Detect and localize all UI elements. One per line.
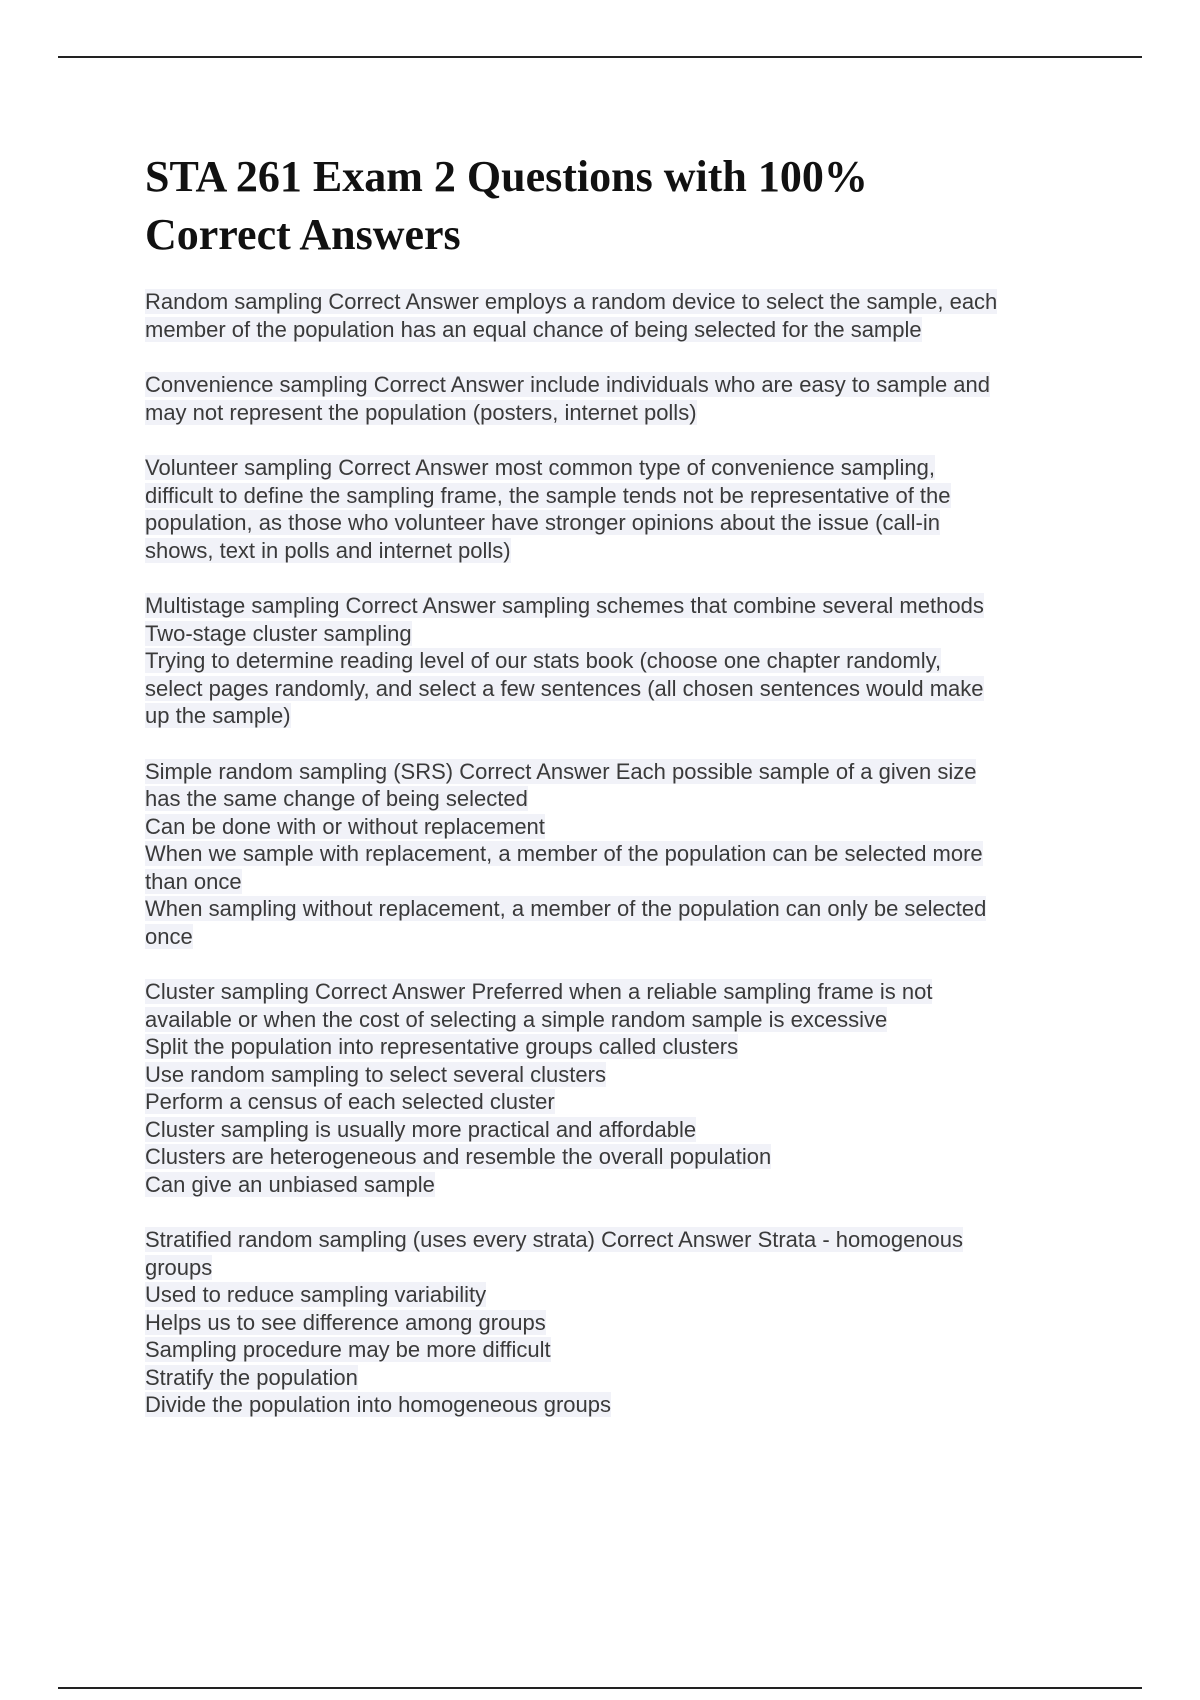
qa-line-text: Clusters are heterogeneous and resemble the overall population <box>145 1144 772 1169</box>
qa-block <box>145 371 1095 426</box>
qa-line-text: select pages randomly, and select a few sentences (all chosen sentences would make <box>145 675 984 701</box>
qa-line <box>145 1061 1095 1089</box>
qa-line <box>145 647 1095 675</box>
qa-line-text: Perform a census of each selected cluster <box>145 1089 555 1114</box>
qa-line-text: Use random sampling to select several clusters <box>145 1061 606 1087</box>
qa-line <box>145 371 1095 399</box>
qa-line <box>145 758 1095 786</box>
qa-line-text: Divide the population into homogeneous groups <box>145 1392 611 1417</box>
qa-line-text: Cluster sampling Correct Answer Preferred when a reliable sampling frame is not <box>145 979 933 1004</box>
qa-line-text: Trying to determine reading level of our stats book (choose one chapter randomly, <box>145 648 942 673</box>
header-rule <box>58 56 1142 58</box>
qa-block <box>145 454 1095 564</box>
qa-line-text: Can be done with or without replacement <box>145 813 545 839</box>
qa-line-text: When sampling without replacement, a member of the population can only be selected <box>145 896 987 921</box>
qa-line-text: groups <box>145 1254 213 1280</box>
qa-block <box>145 978 1095 1198</box>
qa-line-text: up the sample) <box>145 703 291 728</box>
qa-line <box>145 592 1095 620</box>
qa-line <box>145 1088 1095 1116</box>
qa-line-text: may not represent the population (posters, internet polls) <box>145 399 697 425</box>
qa-block <box>145 592 1095 730</box>
qa-line-text: has the same change of being selected <box>145 786 528 811</box>
qa-block <box>145 288 1095 343</box>
qa-line <box>145 537 1095 565</box>
qa-line-text: When we sample with replacement, a member of the population can be selected more <box>145 841 983 866</box>
qa-line-text: Stratify the population <box>145 1364 358 1390</box>
qa-line <box>145 1391 1095 1419</box>
qa-line <box>145 1281 1095 1309</box>
qa-line <box>145 509 1095 537</box>
qa-line <box>145 840 1095 868</box>
qa-block <box>145 758 1095 951</box>
qa-line-text: Convenience sampling Correct Answer include individuals who are easy to sample and <box>145 372 991 397</box>
qa-line <box>145 1033 1095 1061</box>
qa-line-text: Two-stage cluster sampling <box>145 620 412 646</box>
qa-line-text: available or when the cost of selecting a simple random sample is excessive <box>145 1006 888 1032</box>
qa-line-text: shows, text in polls and internet polls) <box>145 537 511 563</box>
footer-rule <box>58 1687 1142 1689</box>
qa-line <box>145 1336 1095 1364</box>
qa-line <box>145 813 1095 841</box>
qa-line-text: than once <box>145 868 242 894</box>
qa-line-text: member of the population has an equal chance of being selected for the sample <box>145 316 922 342</box>
qa-line <box>145 1171 1095 1199</box>
qa-line <box>145 399 1095 427</box>
qa-block <box>145 1226 1095 1419</box>
document-body <box>145 148 1095 1447</box>
qa-line <box>145 1006 1095 1034</box>
qa-line <box>145 978 1095 1006</box>
qa-line-text: Can give an unbiased sample <box>145 1171 435 1197</box>
qa-line-text: population, as those who volunteer have stronger opinions about the issue (call-in <box>145 510 940 535</box>
qa-line <box>145 288 1095 316</box>
qa-line <box>145 454 1095 482</box>
qa-line <box>145 868 1095 896</box>
qa-line-text: Sampling procedure may be more difficult <box>145 1337 551 1362</box>
qa-line <box>145 316 1095 344</box>
qa-line <box>145 1364 1095 1392</box>
qa-line-text: Split the population into representative groups called clusters <box>145 1034 739 1059</box>
qa-line-text: Helps us to see difference among groups <box>145 1309 546 1335</box>
qa-line-text: Random sampling Correct Answer employs a random device to select the sample, each <box>145 289 998 314</box>
document-title <box>145 148 1095 264</box>
title-line-1: STA 261 Exam 2 Questions with 100% <box>145 152 868 201</box>
qa-line-text: Multistage sampling Correct Answer sampling schemes that combine several methods <box>145 593 984 618</box>
qa-line <box>145 1226 1095 1254</box>
qa-line-text: Volunteer sampling Correct Answer most common type of convenience sampling, <box>145 455 935 480</box>
qa-line <box>145 785 1095 813</box>
qa-line <box>145 1309 1095 1337</box>
qa-line-text: once <box>145 923 193 949</box>
title-line-2: Correct Answers <box>145 210 461 259</box>
qa-line <box>145 1116 1095 1144</box>
qa-line <box>145 1254 1095 1282</box>
qa-line-text: Used to reduce sampling variability <box>145 1282 487 1307</box>
qa-line <box>145 675 1095 703</box>
qa-list <box>145 288 1095 1419</box>
qa-line <box>145 482 1095 510</box>
qa-line-text: Cluster sampling is usually more practical and affordable <box>145 1116 697 1142</box>
qa-line-text: Simple random sampling (SRS) Correct Answer Each possible sample of a given size <box>145 758 977 784</box>
qa-line <box>145 923 1095 951</box>
qa-line-text: difficult to define the sampling frame, the sample tends not be representative of the <box>145 482 951 508</box>
qa-line <box>145 702 1095 730</box>
qa-line <box>145 895 1095 923</box>
qa-line-text: Stratified random sampling (uses every strata) Correct Answer Strata - homogenous <box>145 1227 964 1252</box>
qa-line <box>145 620 1095 648</box>
qa-line <box>145 1143 1095 1171</box>
